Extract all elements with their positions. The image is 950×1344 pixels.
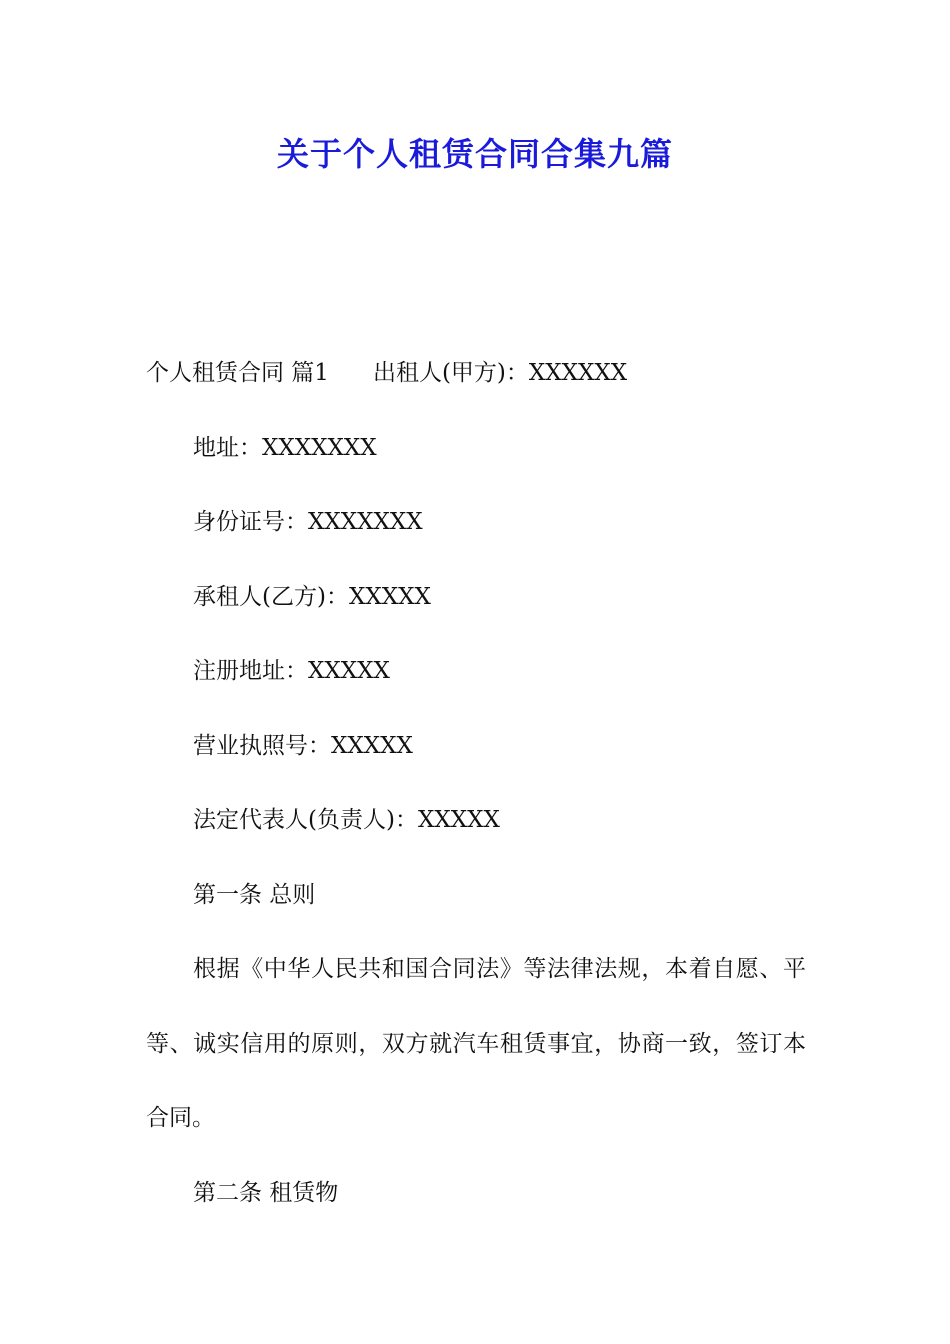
article-2-heading: 第二条 租赁物 <box>193 1179 339 1206</box>
id-number-line: 身份证号：XXXXXXX <box>193 509 423 535</box>
legal-representative-line: 法定代表人(负责人)：XXXXX <box>193 807 500 833</box>
document-title: 关于个人租赁合同合集九篇 <box>276 135 673 173</box>
business-license-line: 营业执照号：XXXXX <box>193 732 413 759</box>
lessee-line: 承租人(乙方)：XXXXX <box>193 583 431 610</box>
article-1-paragraph: 根据《中华人民共和国合同法》等法律法规，本着自愿、平等、诚实信用的原则，双方就汽车租赁事宜，协商一致，签订本合同。 <box>146 956 806 1131</box>
lessor-line: 出租人(甲方)：XXXXXX <box>372 360 628 386</box>
contract-heading: 个人租赁合同 篇1 <box>146 360 329 386</box>
address-line: 地址：XXXXXXX <box>193 434 377 461</box>
registered-address-line: 注册地址：XXXXX <box>193 658 390 684</box>
first-line <box>146 336 806 411</box>
document-body <box>146 336 806 1230</box>
article-1-heading: 第一条 总则 <box>193 881 316 908</box>
